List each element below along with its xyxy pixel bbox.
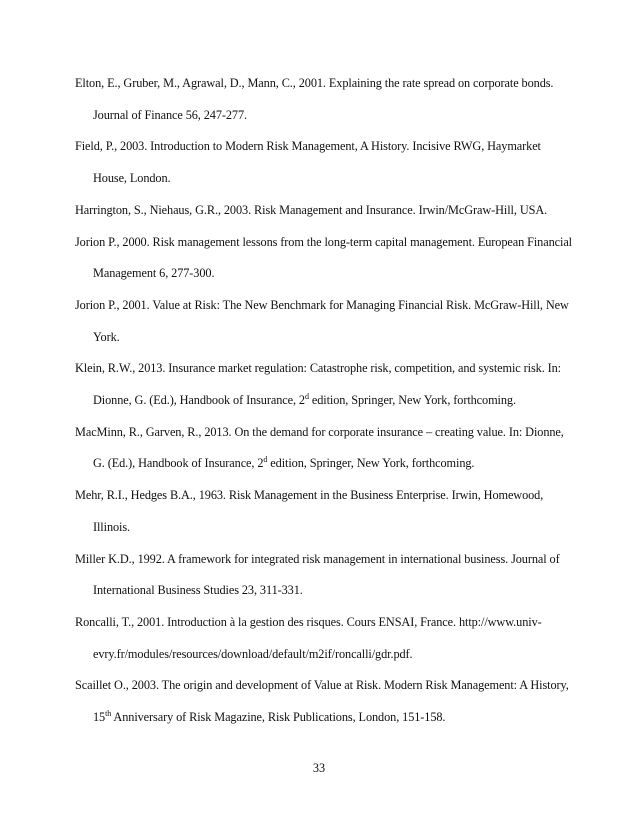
reference-elton-2001: Elton, E., Gruber, M., Agrawal, D., Mann, C., 2001. Explaining the rate spread on corporate bonds. Journal of Finance 56, 247-277. (75, 76, 554, 122)
reference-scaillet-2003: Scaillet O., 2003. The origin and development of Value at Risk. Modern Risk Management: A History, 15th Anniversary of Risk Magazine, Risk Publications, London, 151-158. (75, 678, 569, 725)
reference-jorion-2001: Jorion P., 2001. Value at Risk: The New Benchmark for Managing Financial Risk. McGraw-Hill, New York. (75, 297, 569, 344)
reference-jorion-2000: Jorion P., 2000. Risk management lessons from the long-term capital management. European Financial Management 6, 277-300. (75, 234, 572, 281)
reference-roncalli-2001: Roncalli, T., 2001. Introduction à la gestion des risques. Cours ENSAI, France. http://www.univ-evry.fr/modules/resources/download/default/m2if/roncalli/gdr.pdf. (75, 614, 542, 661)
reference-macminn-2013: MacMinn, R., Garven, R., 2013. On the demand for corporate insurance – creating value. In: Dionne, G. (Ed.), Handbook of Insurance, 2$^d$ edition, Springer, New York, forthcoming. (75, 424, 564, 471)
page-number: 33 (312, 761, 326, 775)
superscript: d (263, 455, 268, 465)
reference-field-2003: Field, P., 2003. Introduction to Modern Risk Management, A History. Incisive RWG, Haymarket House, London. (75, 139, 541, 186)
reference-miller-1992: Miller K.D., 1992. A framework for integrated risk management in international business. Journal of International Business Studies 23, 311-331. (75, 551, 560, 598)
reference-klein-2013: Klein, R.W., 2013. Insurance market regulation: Catastrophe risk, competition, and systemic risk. In: Dionne, G. (Ed.), Handbook of Insurance, 2$^d$ edition, Springer, New York, forthcoming. (75, 361, 561, 408)
reference-mehr-1963: Mehr, R.I., Hedges B.A., 1963. Risk Management in the Business Enterprise. Irwin, Homewood, Illinois. (75, 488, 544, 534)
reference-harrington-2003: Harrington, S., Niehaus, G.R., 2003. Risk Management and Insurance. Irwin/McGraw-Hill, USA. (75, 202, 548, 217)
superscript: d (304, 392, 309, 402)
superscript: th (105, 709, 112, 719)
reference-list (75, 68, 575, 734)
